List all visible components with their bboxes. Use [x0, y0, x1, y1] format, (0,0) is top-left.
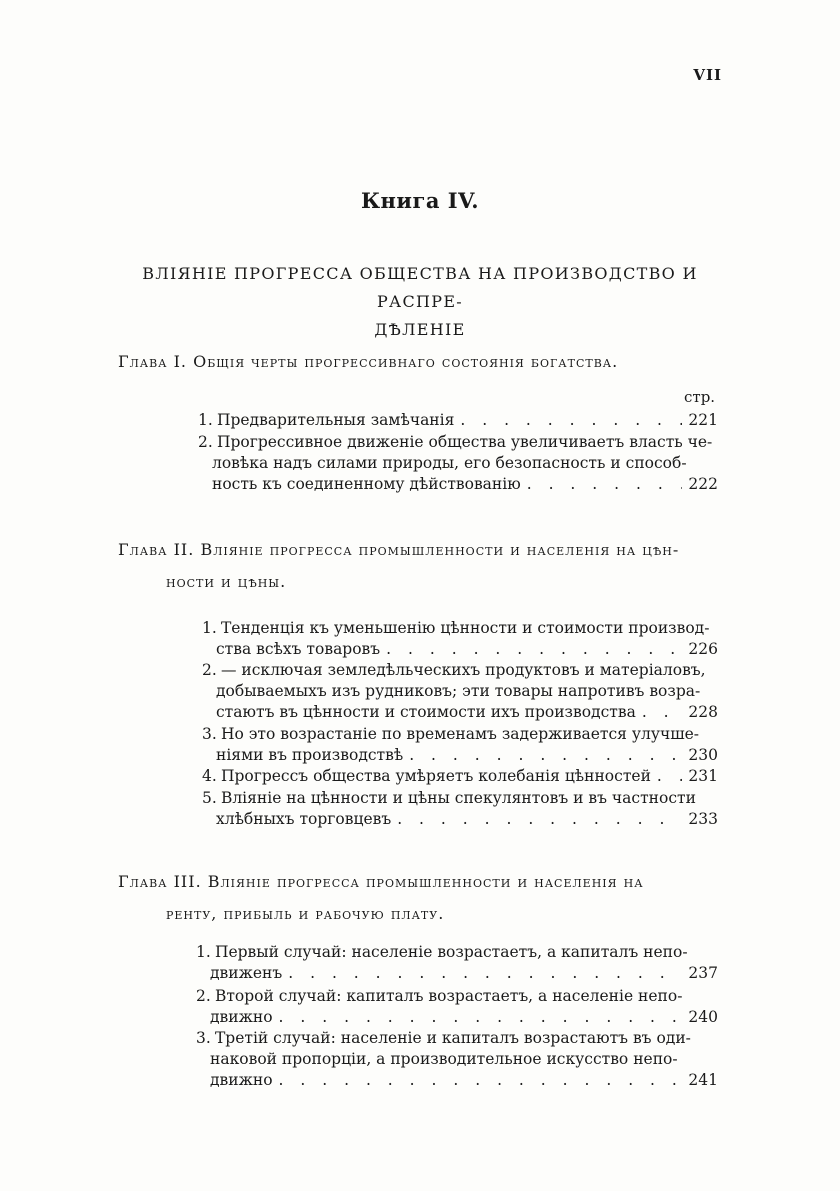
entry-page: 240	[688, 1008, 718, 1026]
entry-text: наковой пропорціи, а производительное искусство непо-	[210, 1050, 678, 1068]
entry-text: Прогрессивное движеніе общества увеличиваетъ власть че-	[216, 433, 713, 451]
chapter-2-heading	[118, 534, 679, 598]
chapter-3-label: Глава III.	[118, 872, 202, 891]
entry-number: 4.	[202, 767, 217, 785]
entry-page: 221	[688, 411, 718, 429]
chapter-3-title: Вліяніе прогресса промышленности и населенія на	[207, 872, 644, 891]
entry-text: ства всѣхъ товаровъ	[216, 640, 381, 658]
toc-entry	[202, 660, 718, 723]
entry-page: 231	[688, 767, 718, 785]
toc-entry	[202, 618, 718, 660]
leader-dots	[273, 1007, 682, 1028]
chapter-2-title: Вліяніе прогресса промышленности и населенія на цѣн-	[200, 540, 680, 559]
chapter-1-title: Общія черты прогрессивнаго состоянія богатства.	[193, 352, 619, 371]
entry-text: Первый случай: населеніе возрастаетъ, а капиталъ непо-	[214, 943, 688, 961]
entry-text: стаютъ въ цѣнности и стоимости ихъ производства	[216, 703, 636, 721]
entry-page: 228	[688, 703, 718, 721]
leader-dots	[391, 809, 682, 830]
entry-text: Вліяніе на цѣнности и цѣны спекулянтовъ и въ частности	[220, 789, 696, 807]
entry-page: 222	[688, 475, 718, 493]
entry-number: 1.	[198, 411, 213, 429]
entry-text: Предварительныя замѣчанія	[216, 411, 455, 429]
leader-dots	[636, 702, 682, 723]
toc-entry	[198, 432, 718, 495]
entry-text: хлѣбныхъ торговцевъ	[216, 810, 392, 828]
entry-text: движно	[210, 1071, 273, 1089]
page-column-label: стр.	[684, 388, 716, 406]
entry-text: Тенденція къ уменьшенію цѣнности и стоимости производ-	[220, 619, 710, 637]
toc-entry	[198, 410, 718, 431]
entry-text: движно	[210, 1008, 273, 1026]
leader-dots	[521, 474, 682, 495]
entry-number: 2.	[198, 433, 213, 451]
chapter-1-label: Глава I.	[118, 352, 188, 371]
entry-page: 230	[688, 746, 718, 764]
entry-page: 226	[688, 640, 718, 658]
leader-dots	[651, 766, 682, 787]
chapter-1-heading	[118, 346, 618, 378]
entry-text: — исключая земледѣльческихъ продуктовъ и матеріаловъ,	[220, 661, 706, 679]
entry-text: движенъ	[210, 964, 283, 982]
entry-number: 3.	[196, 1029, 211, 1047]
entry-number: 2.	[196, 987, 211, 1005]
entry-text: ность къ соединенному дѣйствованію	[212, 475, 521, 493]
entry-text: Прогрессъ общества умѣряетъ колебанія цѣнностей	[220, 767, 651, 785]
entry-number: 1.	[196, 943, 211, 961]
part-title	[110, 260, 730, 344]
leader-dots	[380, 639, 682, 660]
entry-number: 2.	[202, 661, 217, 679]
entry-number: 5.	[202, 789, 217, 807]
chapter-2-label: Глава II.	[118, 540, 195, 559]
toc-entry	[196, 986, 718, 1028]
toc-entry	[202, 766, 718, 787]
chapter-3-heading	[118, 866, 644, 930]
part-title-line-1: ВЛІЯНІЕ ПРОГРЕССА ОБЩЕСТВА НА ПРОИЗВОДСТВО И РАСПРЕ-	[142, 264, 698, 311]
entry-page: 241	[688, 1071, 718, 1089]
entry-page: 233	[688, 810, 718, 828]
chapter-3-title-cont: ренту, прибыль и рабочую плату.	[166, 904, 445, 923]
toc-entry	[196, 1028, 718, 1091]
page-number: VII	[693, 66, 722, 84]
leader-dots	[282, 963, 682, 984]
leader-dots	[273, 1070, 682, 1091]
entry-text: ловѣка надъ силами природы, его безопасность и способ-	[212, 454, 687, 472]
entry-number: 1.	[202, 619, 217, 637]
entry-text: ніями въ производствѣ	[216, 746, 404, 764]
leader-dots	[454, 410, 682, 431]
entry-text: добываемыхъ изъ рудниковъ; эти товары напротивъ возра-	[216, 682, 701, 700]
entry-text: Второй случай: капиталъ возрастаетъ, а населеніе непо-	[214, 987, 683, 1005]
toc-entry	[202, 788, 718, 830]
entry-number: 3.	[202, 725, 217, 743]
chapter-2-title-cont: ности и цѣны.	[166, 572, 287, 591]
toc-entry	[202, 724, 718, 766]
entry-text: Третій случай: населеніе и капиталъ возрастаютъ въ оди-	[214, 1029, 691, 1047]
entry-page: 237	[688, 964, 718, 982]
book-title: Книга IV.	[360, 188, 480, 213]
entry-text: Но это возрастаніе по временамъ задерживается улучше-	[220, 725, 700, 743]
part-title-line-2: ДѢЛЕНІЕ	[374, 320, 466, 339]
toc-entry	[196, 942, 718, 984]
leader-dots	[403, 745, 682, 766]
